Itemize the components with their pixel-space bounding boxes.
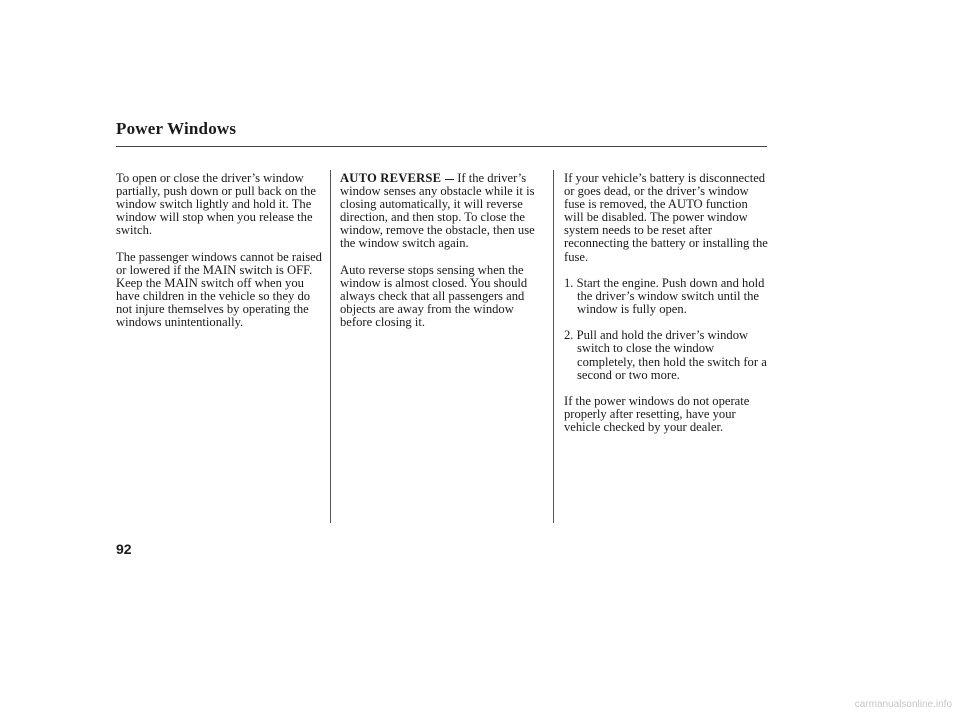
column-right <box>564 172 769 447</box>
column-left <box>116 172 324 342</box>
watermark: carmanualsonline.info <box>854 699 952 710</box>
auto-reverse-text: If the driver’s window senses any obstacle while it is closing automatically, it will reverse direction, and then stop. To close the window, remove the obstacle, then use the window switch again. <box>340 171 535 251</box>
column-divider <box>330 170 331 523</box>
page-title: Power Windows <box>116 119 237 138</box>
paragraph-dealer: If the power windows do not operate properly after resetting, have your vehicle checked by your dealer. <box>564 393 750 435</box>
paragraph-auto-reverse-limit: Auto reverse stops sensing when the window is almost closed. You should always check that all passengers and objects are away from the window before closing it. <box>340 262 528 330</box>
paragraph-partial-open: To open or close the driver’s window partially, push down or pull back on the window switch lightly and hold it. The window will stop when you release the switch. <box>116 171 316 238</box>
title-divider <box>116 146 767 147</box>
page-number: 92 <box>116 541 132 557</box>
column-divider <box>553 170 554 523</box>
section-heading-auto-reverse: AUTO REVERSE <box>340 171 442 185</box>
paragraph-battery-reset: If your vehicle’s battery is disconnected or goes dead, or the driver’s window fuse is removed, the AUTO function will be disabled. The power window system needs to be reset after reconnecting the battery or installing the fuse. <box>564 171 768 264</box>
list-item-step-1: 1. Start the engine. Push down and hold the driver’s window switch until the window is fully open. <box>564 275 765 317</box>
column-middle <box>340 172 548 342</box>
list-item-step-2: 2. Pull and hold the driver’s window switch to close the window completely, then hold the switch for a second or two more. <box>564 328 767 382</box>
paragraph-auto-reverse <box>340 172 548 251</box>
paragraph-main-switch: The passenger windows cannot be raised or lowered if the MAIN switch is OFF. Keep the MAIN switch off when you have children in the vehicle so they do not injure themselves by operating the windows unintentionally. <box>116 249 322 330</box>
